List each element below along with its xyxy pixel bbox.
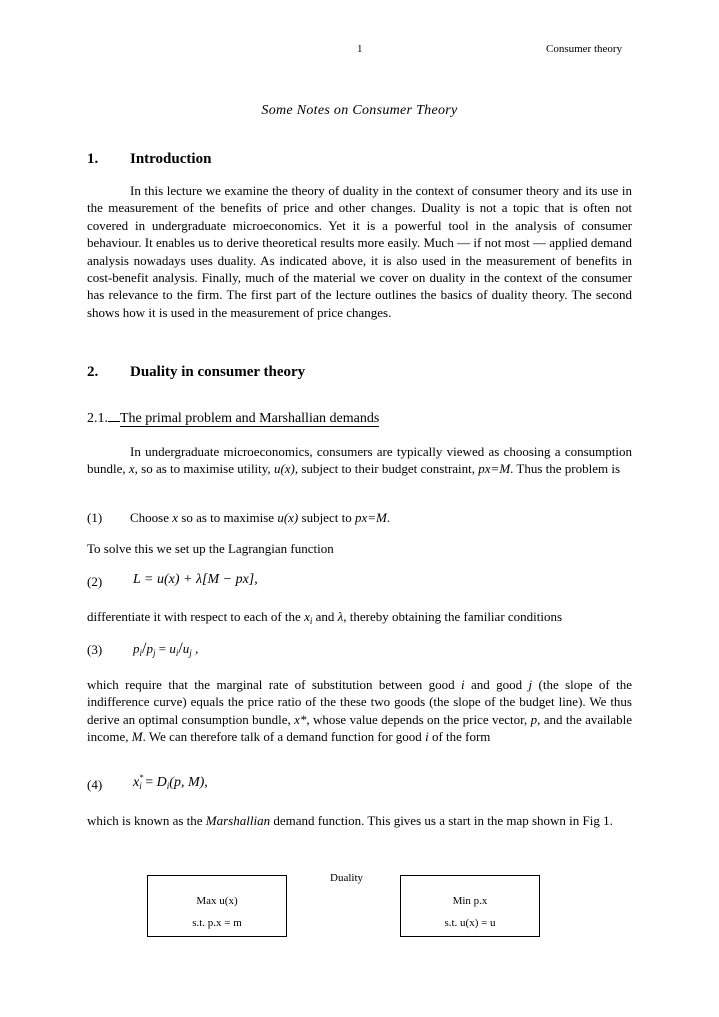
var-u: u: [182, 641, 190, 656]
text-run: (the slope of the indifference curve) equals the price ratio of the these two goods (the slope of the budget line). We thus derive an optimal consumption bundle,: [87, 677, 632, 727]
subscript: i: [175, 648, 179, 658]
equals: =: [155, 641, 170, 656]
text-run: which require that the marginal rate of substitution between good: [87, 677, 461, 692]
emphasis: Marshallian: [205, 813, 271, 828]
section-1-number: 1.: [87, 151, 99, 167]
page-number: 1: [357, 43, 363, 55]
text-run: and good: [464, 677, 529, 692]
eq-4: [133, 773, 208, 791]
var-xi: x: [304, 609, 310, 624]
section-2-number: 2.: [87, 364, 99, 380]
divide: /: [178, 640, 183, 657]
text-run: , whose value depends on the price vector,: [306, 711, 531, 727]
primal-box-line1: Max u(x): [196, 895, 238, 907]
eq-4-args: (p, M): [169, 775, 205, 790]
text-run: Choose: [130, 510, 173, 525]
eq-3-suffix: ,: [191, 641, 199, 656]
var-p: p: [530, 711, 538, 727]
differentiate-line: [87, 609, 562, 626]
document-title: Some Notes on Consumer Theory: [261, 103, 458, 118]
text-run: differentiate it with respect to each of the: [87, 609, 305, 624]
text-run: , thereby obtaining the familiar conditions: [343, 609, 563, 624]
var-D: D: [156, 775, 167, 790]
dual-box-line2: s.t. u(x) = u: [444, 917, 496, 929]
eq-3: [133, 640, 198, 658]
eq-3-number: (3): [87, 642, 103, 657]
var-u: u: [169, 641, 176, 656]
var-x: x: [133, 775, 140, 790]
text-run: which is known as the: [87, 813, 206, 828]
text-run: , and the available income,: [87, 711, 633, 745]
text-run: so as to maximise: [178, 510, 278, 525]
eq-1: [130, 510, 390, 526]
text-run: In undergraduate microeconomics, consumers are typically viewed as choosing a consumption bundle,: [87, 444, 632, 477]
text-run: . Thus the problem is: [510, 461, 621, 477]
subsection-title: The primal problem and Marshallian demands: [120, 411, 380, 426]
var-p: p: [133, 641, 140, 656]
text-run: , subject to their budget constraint,: [294, 461, 479, 477]
var-pxM: px=M: [478, 461, 511, 477]
eq-4-number: (4): [87, 777, 103, 792]
intro-paragraph: [87, 182, 632, 321]
var-i: i: [425, 729, 429, 745]
text-run: , so as to maximise utility,: [134, 461, 274, 477]
var-x: x: [172, 510, 179, 525]
var-i: i: [460, 677, 465, 692]
primal-paragraph: [87, 443, 632, 478]
eq-2: [133, 572, 258, 588]
text-run: of the form: [428, 729, 491, 745]
eq-2-formula: L = u(x) + λ[M − px]: [133, 572, 255, 587]
text-run: subject to: [298, 510, 355, 525]
subscript: j: [189, 648, 192, 658]
eq-4-suffix: ,: [204, 775, 208, 790]
var-pxM: px=M: [354, 510, 387, 525]
eq-2-number: (2): [87, 574, 103, 589]
primal-box: [147, 875, 287, 937]
running-title: Consumer theory: [546, 43, 623, 55]
var-p: p: [146, 641, 153, 656]
superscript: *: [139, 773, 144, 782]
subscript: i: [309, 616, 313, 626]
figure-caption: Duality: [330, 872, 363, 884]
subsection-number: 2.1.: [87, 411, 108, 426]
eq-1-number: (1): [87, 510, 103, 525]
var-j: j: [528, 677, 533, 692]
var-ux: u(x): [273, 461, 295, 477]
subscript: i: [166, 781, 170, 791]
divide: /: [142, 640, 147, 657]
var-M: M: [131, 729, 143, 745]
var-lambda: λ: [337, 609, 344, 624]
var-x: x: [128, 461, 135, 477]
text-run: and: [312, 609, 338, 624]
equals: =: [141, 775, 157, 790]
subsection-heading: [87, 411, 379, 427]
section-2-title: Duality in consumer theory: [130, 364, 306, 380]
dual-box-line1: Min p.x: [452, 895, 488, 907]
var-ux: u(x): [277, 510, 299, 525]
subscript: i: [139, 648, 143, 658]
lagrangian-intro: To solve this we set up the Lagrangian function: [87, 541, 334, 556]
primal-box-line2: s.t. p.x = m: [192, 917, 242, 929]
var-xstar: x*: [294, 711, 307, 727]
subscript: i: [139, 781, 142, 791]
eq-2-suffix: ,: [254, 572, 258, 587]
marshallian-paragraph: [87, 812, 632, 829]
intro-text: In this lecture we examine the theory of duality in the context of consumer theory and its use in the measurement of the benefits of price and other changes. Duality is not a topic that is often not covered in undergraduate microeconomics. Yet it is a powerful tool in the analysis of consumer behaviour. It enables us to derive theoretical results more easily. Much — if not most — applied demand analysis nowadays uses duality. As indicated above, it is also used in the measurement of benefits in cost-benefit analysis. Finally, much of the material we cover on duality in the context of the consumer has relevance to the firm. The first part of the lecture outlines the basics of duality theory. The second shows how it is used in the measurement of price changes.: [87, 183, 632, 320]
dual-box: [400, 875, 540, 937]
text-run: . We can therefore talk of a demand function for good: [142, 729, 426, 745]
text-run: .: [386, 510, 391, 525]
section-1-title: Introduction: [130, 151, 212, 167]
mrs-paragraph: [87, 676, 632, 746]
subscript: j: [152, 648, 156, 658]
text-run: demand function. This gives us a start in the map shown in Fig 1.: [270, 813, 613, 828]
